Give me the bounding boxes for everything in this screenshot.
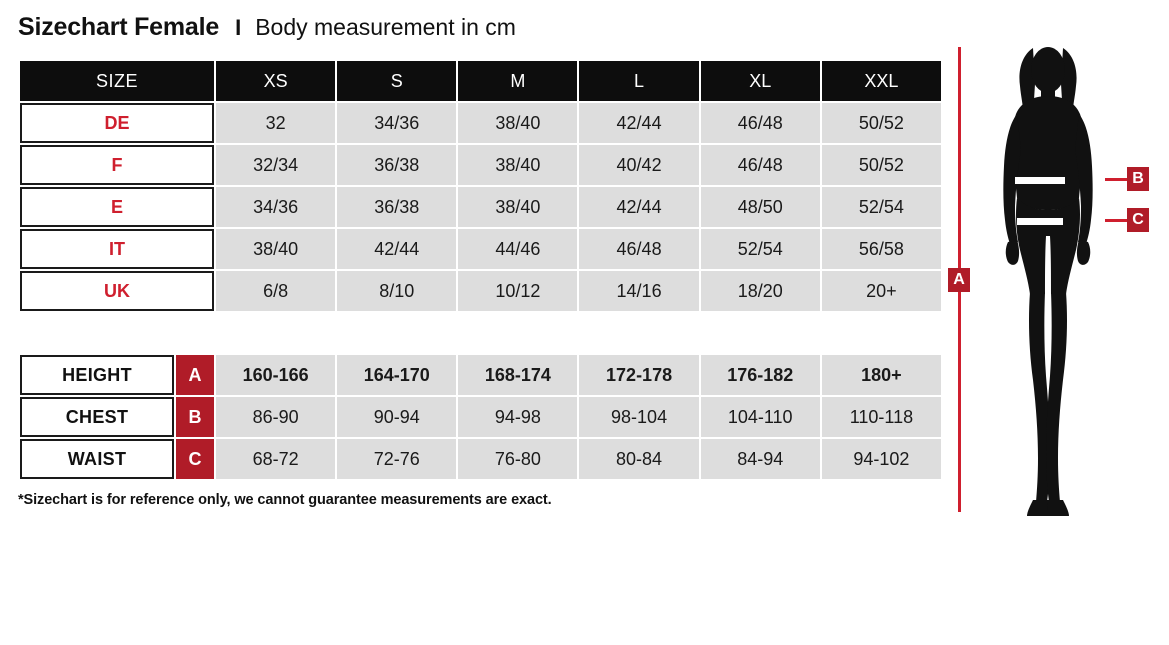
header-col-l: L [579,61,698,101]
cell-e-l: 42/44 [579,187,698,227]
row-label-it: IT [20,229,214,269]
cell-e-xxl: 52/54 [822,187,941,227]
footnote: *Sizechart is for reference only, we cannot guarantee measurements are exact. [18,492,552,508]
cell-uk-l: 14/16 [579,271,698,311]
cell-de-xs: 32 [216,103,335,143]
cell-f-m: 38/40 [458,145,577,185]
cell-waist-xxl: 94-102 [822,439,941,479]
cell-height-xl: 176-182 [701,355,820,395]
table-header-row [20,61,941,101]
figure-marker-c: C [1127,208,1149,232]
cell-e-s: 36/38 [337,187,456,227]
cell-uk-xs: 6/8 [216,271,335,311]
cell-waist-xs: 68-72 [216,439,335,479]
cell-uk-m: 10/12 [458,271,577,311]
figure-marker-a: A [948,268,970,292]
chest-band [1015,177,1065,184]
table-row [20,145,941,185]
table-row [20,439,941,479]
cell-chest-l: 98-104 [579,397,698,437]
cell-f-xxl: 50/52 [822,145,941,185]
figure-marker-b: B [1127,167,1149,191]
row-label-waist: WAIST [20,439,174,479]
cell-de-xxl: 50/52 [822,103,941,143]
cell-it-xs: 38/40 [216,229,335,269]
table-spacer [20,313,941,353]
cell-it-xl: 52/54 [701,229,820,269]
page-title [18,13,516,42]
cell-uk-xl: 18/20 [701,271,820,311]
waist-band [1017,218,1063,225]
cell-uk-s: 8/10 [337,271,456,311]
cell-waist-m: 76-80 [458,439,577,479]
cell-it-m: 44/46 [458,229,577,269]
cell-it-s: 42/44 [337,229,456,269]
cell-waist-s: 72-76 [337,439,456,479]
page-title-separator: I [235,15,242,40]
cell-chest-xxl: 110-118 [822,397,941,437]
cell-de-xl: 46/48 [701,103,820,143]
row-label-e: E [20,187,214,227]
cell-f-l: 40/42 [579,145,698,185]
header-col-xxl: XXL [822,61,941,101]
cell-height-xxl: 180+ [822,355,941,395]
cell-height-xs: 160-166 [216,355,335,395]
row-label-height: HEIGHT [20,355,174,395]
cell-waist-l: 80-84 [579,439,698,479]
female-silhouette-icon [983,40,1113,518]
cell-e-xs: 34/36 [216,187,335,227]
row-label-uk: UK [20,271,214,311]
cell-waist-xl: 84-94 [701,439,820,479]
row-label-de: DE [20,103,214,143]
row-label-chest: CHEST [20,397,174,437]
cell-de-s: 34/36 [337,103,456,143]
cell-chest-s: 90-94 [337,397,456,437]
header-col-m: M [458,61,577,101]
row-label-f: F [20,145,214,185]
marker-c-cell: C [176,439,214,479]
body-figure-area [945,40,1169,520]
header-size-label: SIZE [20,61,214,101]
cell-chest-m: 94-98 [458,397,577,437]
sizechart-table [18,59,943,481]
page-title-subtitle: Body measurement in cm [255,14,516,40]
table-row [20,355,941,395]
header-col-xl: XL [701,61,820,101]
cell-f-xs: 32/34 [216,145,335,185]
page-title-main: Sizechart Female [18,13,220,41]
header-col-xs: XS [216,61,335,101]
cell-de-m: 38/40 [458,103,577,143]
cell-chest-xs: 86-90 [216,397,335,437]
sizechart-table-wrapper [18,59,943,481]
table-row [20,187,941,227]
cell-chest-xl: 104-110 [701,397,820,437]
cell-e-xl: 48/50 [701,187,820,227]
cell-it-l: 46/48 [579,229,698,269]
cell-f-s: 36/38 [337,145,456,185]
cell-de-l: 42/44 [579,103,698,143]
marker-b-cell: B [176,397,214,437]
header-col-s: S [337,61,456,101]
cell-it-xxl: 56/58 [822,229,941,269]
cell-f-xl: 46/48 [701,145,820,185]
cell-height-s: 164-170 [337,355,456,395]
cell-height-l: 172-178 [579,355,698,395]
cell-e-m: 38/40 [458,187,577,227]
table-row [20,271,941,311]
marker-a-cell: A [176,355,214,395]
table-row [20,229,941,269]
cell-height-m: 168-174 [458,355,577,395]
cell-uk-xxl: 20+ [822,271,941,311]
table-row [20,397,941,437]
table-row [20,103,941,143]
